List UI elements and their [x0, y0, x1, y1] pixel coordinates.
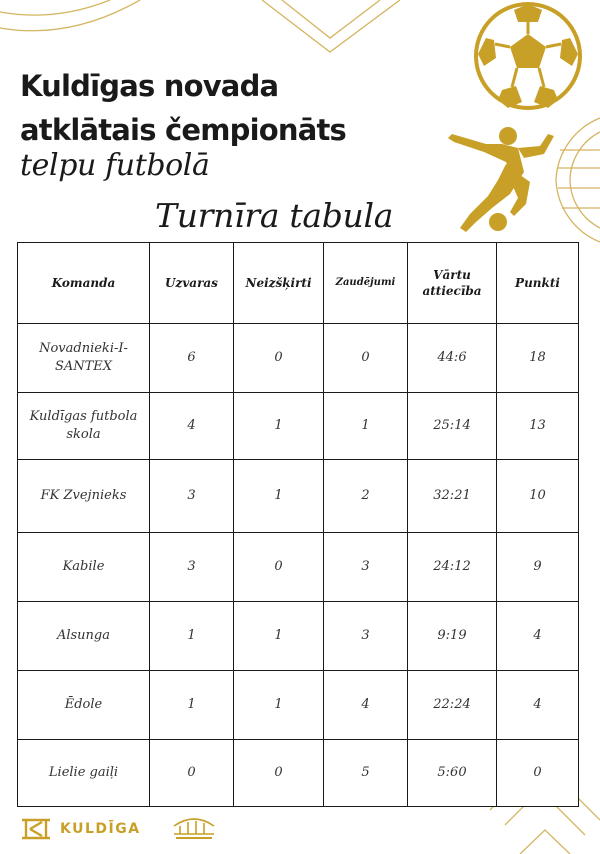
losses-cell: 1 — [324, 393, 408, 460]
draws-cell: 1 — [234, 602, 324, 671]
title-line-2: atklātais čempionāts — [20, 113, 346, 147]
football-icon — [472, 0, 584, 112]
page-title — [20, 64, 346, 152]
column-header-goals: Vārtu attiecība — [408, 243, 497, 324]
points-cell: 4 — [497, 671, 579, 740]
goals-cell: 24:12 — [408, 533, 497, 602]
draws-cell: 0 — [234, 324, 324, 393]
standings-table — [17, 242, 579, 807]
column-header-points: Punkti — [497, 243, 579, 324]
team-cell: Kuldīgas futbola skola — [18, 393, 150, 460]
team-cell: Novadnieki-I-SANTEX — [18, 324, 150, 393]
goals-cell: 22:24 — [408, 671, 497, 740]
team-cell: Alsunga — [18, 602, 150, 671]
points-cell: 0 — [497, 740, 579, 807]
kuldiga-emblem-icon — [20, 818, 52, 840]
draws-cell: 0 — [234, 740, 324, 807]
goals-cell: 9:19 — [408, 602, 497, 671]
title-line-1: Kuldīgas novada — [20, 69, 279, 103]
team-cell: Lielie gaiļi — [18, 740, 150, 807]
table-row — [18, 533, 579, 602]
table-header-row — [18, 243, 579, 324]
team-cell: Kabile — [18, 533, 150, 602]
team-cell: Ēdole — [18, 671, 150, 740]
column-header-team: Komanda — [18, 243, 150, 324]
wins-cell: 1 — [150, 671, 234, 740]
column-header-losses: Zaudējumi — [324, 243, 408, 324]
table-row — [18, 324, 579, 393]
points-cell: 10 — [497, 460, 579, 533]
draws-cell: 0 — [234, 533, 324, 602]
table-title: Turnīra tabula — [155, 196, 394, 235]
goals-cell: 44:6 — [408, 324, 497, 393]
losses-cell: 0 — [324, 324, 408, 393]
points-cell: 13 — [497, 393, 579, 460]
goals-cell: 25:14 — [408, 393, 497, 460]
table-row — [18, 393, 579, 460]
goals-cell: 5:60 — [408, 740, 497, 807]
wins-cell: 1 — [150, 602, 234, 671]
table-row — [18, 671, 579, 740]
draws-cell: 1 — [234, 671, 324, 740]
wins-cell: 4 — [150, 393, 234, 460]
table-row — [18, 602, 579, 671]
points-cell: 9 — [497, 533, 579, 602]
losses-cell: 2 — [324, 460, 408, 533]
sport-school-logo — [170, 812, 218, 842]
logo-name: KULDĪGA — [60, 821, 141, 837]
draws-cell: 1 — [234, 393, 324, 460]
draws-cell: 1 — [234, 460, 324, 533]
losses-cell: 4 — [324, 671, 408, 740]
losses-cell: 3 — [324, 602, 408, 671]
wins-cell: 6 — [150, 324, 234, 393]
kuldiga-logo — [20, 818, 141, 840]
table-row — [18, 740, 579, 807]
points-cell: 4 — [497, 602, 579, 671]
points-cell: 18 — [497, 324, 579, 393]
player-silhouette-icon — [440, 122, 580, 242]
losses-cell: 3 — [324, 533, 408, 602]
team-cell: FK Zvejnieks — [18, 460, 150, 533]
losses-cell: 5 — [324, 740, 408, 807]
wins-cell: 3 — [150, 460, 234, 533]
table-row — [18, 460, 579, 533]
page-subtitle: telpu futbolā — [20, 148, 210, 183]
column-header-draws: Neizšķirti — [234, 243, 324, 324]
wins-cell: 3 — [150, 533, 234, 602]
goals-cell: 32:21 — [408, 460, 497, 533]
column-header-wins: Uzvaras — [150, 243, 234, 324]
wins-cell: 0 — [150, 740, 234, 807]
